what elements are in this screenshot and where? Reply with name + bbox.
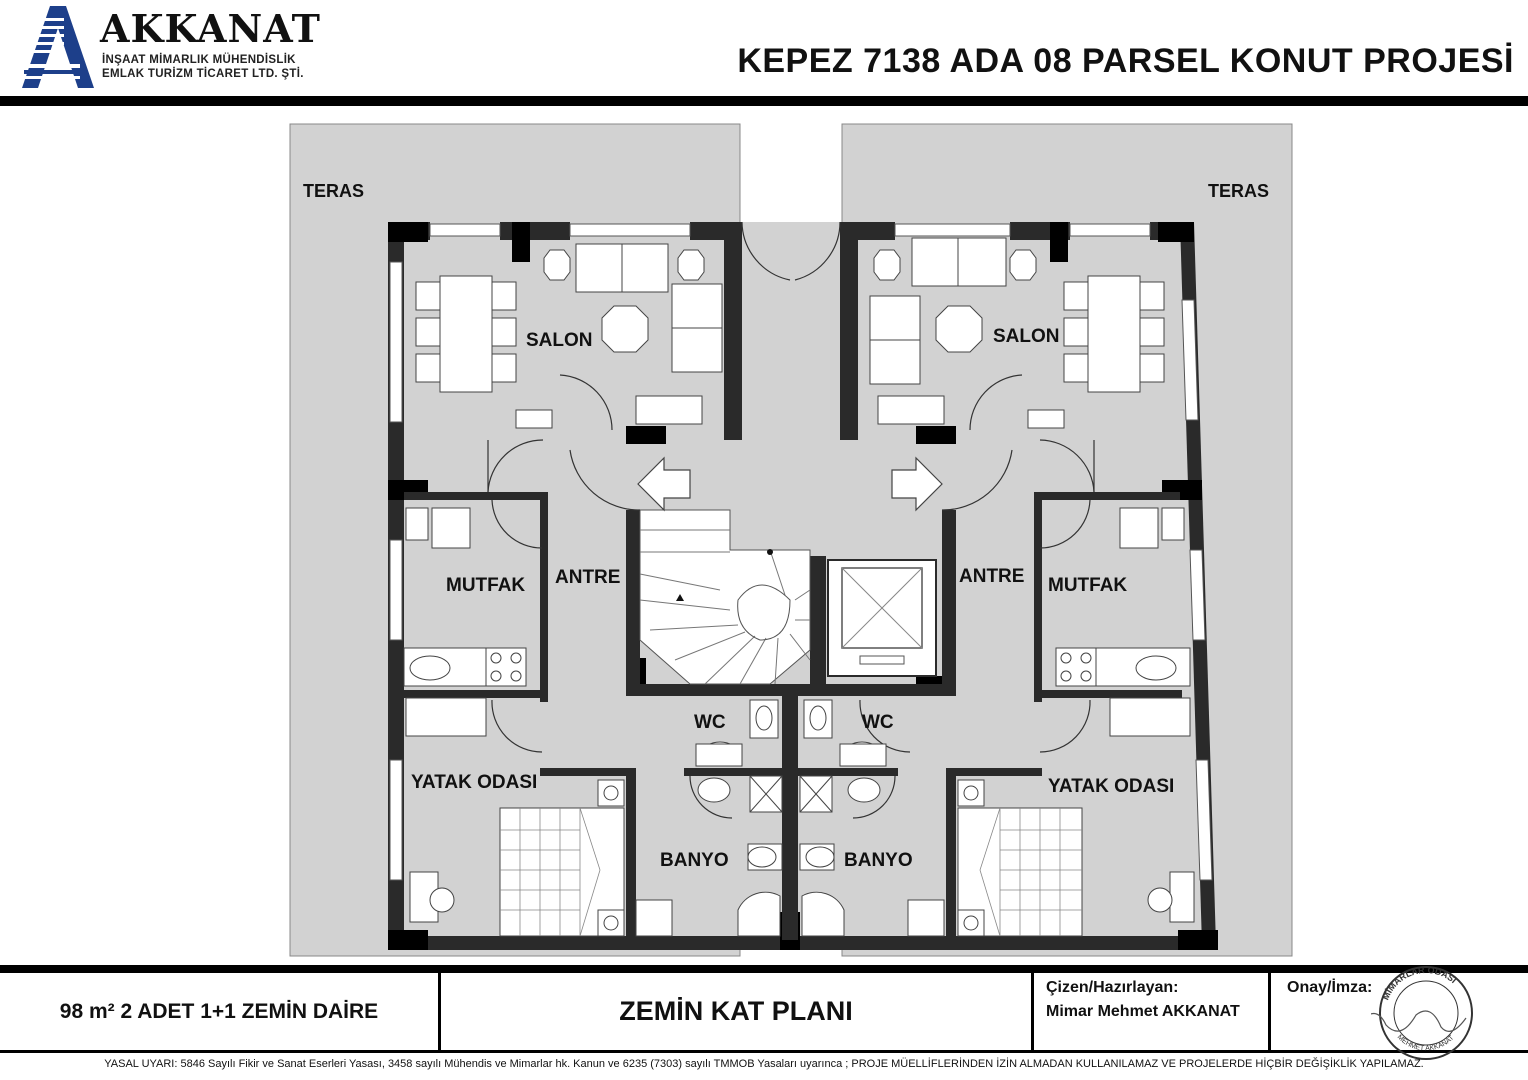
- logo-a-icon: [20, 4, 96, 90]
- plan-name: ZEMİN KAT PLANI: [619, 996, 853, 1026]
- label-wc-left: WC: [694, 712, 726, 733]
- label-teras-right: TERAS: [1208, 181, 1270, 201]
- label-banyo-right: BANYO: [844, 850, 913, 871]
- approval-label: Onay/İmza:: [1287, 979, 1373, 996]
- stamp-icon: [1371, 963, 1481, 1063]
- label-antre-right: ANTRE: [959, 566, 1025, 587]
- label-mutfak-left: MUTFAK: [446, 575, 526, 596]
- label-banyo-left: BANYO: [660, 850, 729, 871]
- brand-subtitle-1: İNŞAAT MİMARLIK MÜHENDİSLİK: [102, 54, 296, 66]
- elevator: [828, 560, 936, 676]
- label-yatak-left: YATAK ODASI: [411, 772, 538, 793]
- company-logo: [20, 4, 350, 92]
- project-title: KEPEZ 7138 ADA 08 PARSEL KONUT PROJESİ: [737, 42, 1514, 80]
- brand-subtitle-2: EMLAK TURİZM TİCARET LTD. ŞTİ.: [102, 68, 304, 80]
- label-salon-left: SALON: [526, 330, 593, 351]
- area-info: 98 m² 2 ADET 1+1 ZEMİN DAİRE: [59, 999, 379, 1023]
- label-antre-left: ANTRE: [555, 567, 621, 588]
- label-yatak-right: YATAK ODASI: [1048, 776, 1175, 797]
- label-teras-left: TERAS: [303, 181, 365, 201]
- label-wc-right: WC: [862, 712, 894, 733]
- svg-text:MİMARLAR ODASI: [1380, 965, 1458, 1002]
- header-rule: [0, 96, 1528, 106]
- approval-cell: [1271, 964, 1528, 1053]
- legal-notice: YASAL UYARI: 5846 Sayılı Fikir ve Sanat Eserleri Yasası, 3458 sayılı Mühendis ve Mimarlar hk. Kanun ve 6235 (7303) sayılı TMMOB Yasaları uyarınca ; PROJE MÜELLİFLERİNDEN İZİN ALMADAN KULLANILAMAZ VE PROJELERDE HİÇBİR DEĞİŞİKLİK YAPILAMAZ.: [104, 1058, 1424, 1070]
- stamp-name: MEHMET AKKANAT: [1395, 1033, 1456, 1053]
- label-salon-right: SALON: [993, 326, 1060, 347]
- floor-plan: [0, 106, 1528, 965]
- drawn-by-name: Mimar Mehmet AKKANAT: [1046, 1003, 1240, 1020]
- label-mutfak-right: MUTFAK: [1048, 575, 1128, 596]
- drawn-by-label: Çizen/Hazırlayan:: [1046, 979, 1179, 996]
- brand-name: AKKANAT: [100, 6, 321, 51]
- stamp-text: MİMARLAR ODASI: [1380, 964, 1459, 1002]
- title-block: [0, 965, 1528, 1053]
- drawn-by-cell: [1034, 973, 1268, 1050]
